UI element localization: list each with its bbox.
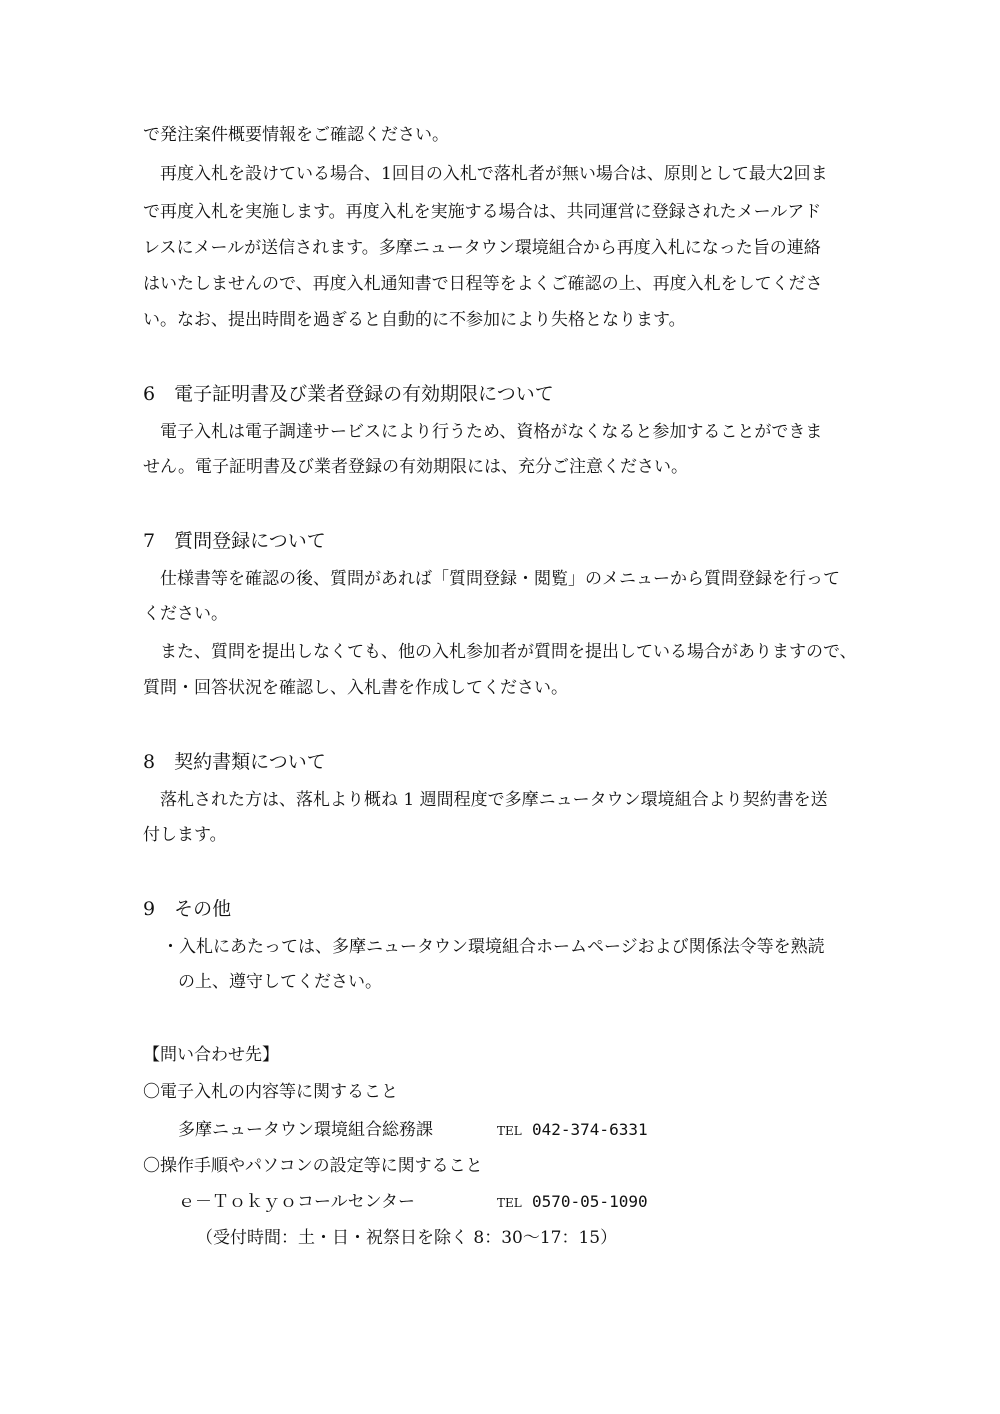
contact-item-2-org: ｅ－Ｔｏｋｙｏコールセンター (178, 1192, 415, 1212)
section-8-line-1: 落札された方は、落札より概ね 1 週間程度で多摩ニュータウン環境組合より契約書を送 (143, 790, 828, 810)
intro-line-4: レスにメールが送信されます。多摩ニュータウン環境組合から再度入札になった旨の連絡 (143, 238, 821, 258)
contact-item-1-org: 多摩ニュータウン環境組合総務課 (178, 1120, 433, 1140)
section-7-line-4: 質問・回答状況を確認し、入札書を作成してください。 (143, 678, 568, 698)
intro-line-5: はいたしませんので、再度入札通知書で日程等をよくご確認の上、再度入札をしてくださ (143, 274, 823, 294)
section-9-line-2: の上、遵守してください。 (178, 972, 382, 992)
tel-label-1: TEL (497, 1124, 522, 1138)
section-6-heading: 6 電子証明書及び業者登録の有効期限について (143, 383, 554, 405)
section-7-heading: 7 質問登録について (143, 530, 326, 552)
intro-line-2: 再度入札を設けている場合、1回目の入札で落札者が無い場合は、原則として最大2回ま (143, 164, 828, 184)
intro-line-3: で再度入札を実施します。再度入札を実施する場合は、共同運営に登録されたメールアド (143, 202, 822, 222)
contact-item-1-title: 〇電子入札の内容等に関すること (143, 1082, 398, 1102)
section-6-line-2: せん。電子証明書及び業者登録の有効期限には、充分ご注意ください。 (143, 457, 689, 477)
contact-item-2-tel: 0570-05-1090 (532, 1192, 648, 1211)
section-6-line-1: 電子入札は電子調達サービスにより行うため、資格がなくなると参加することができま (143, 422, 823, 442)
contact-item-1-tel: 042-374-6331 (532, 1120, 648, 1139)
contact-item-2-hours: （受付時間：土・日・祝祭日を除く 8：30～17：15） (196, 1228, 618, 1248)
tel-label-2: TEL (497, 1196, 522, 1210)
section-8-line-2: 付します。 (143, 825, 227, 845)
section-7-line-3: また、質問を提出しなくても、他の入札参加者が質問を提出している場合がありますので、 (143, 642, 857, 662)
section-8-heading: 8 契約書類について (143, 751, 326, 773)
contact-heading: 【問い合わせ先】 (143, 1045, 279, 1065)
section-9-line-1: ・入札にあたっては、多摩ニュータウン環境組合ホームページおよび関係法令等を熟読 (162, 937, 825, 957)
section-9-heading: 9 その他 (143, 898, 232, 920)
section-7-line-2: ください。 (143, 604, 228, 624)
intro-line-1: で発注案件概要情報をご確認ください。 (143, 125, 449, 145)
intro-line-6: い。なお、提出時間を過ぎると自動的に不参加により失格となります。 (143, 310, 686, 330)
contact-item-2-title: 〇操作手順やパソコンの設定等に関すること (143, 1156, 483, 1176)
section-7-line-1: 仕様書等を確認の後、質問があれば「質問登録・閲覧」のメニューから質問登録を行って (143, 569, 840, 589)
